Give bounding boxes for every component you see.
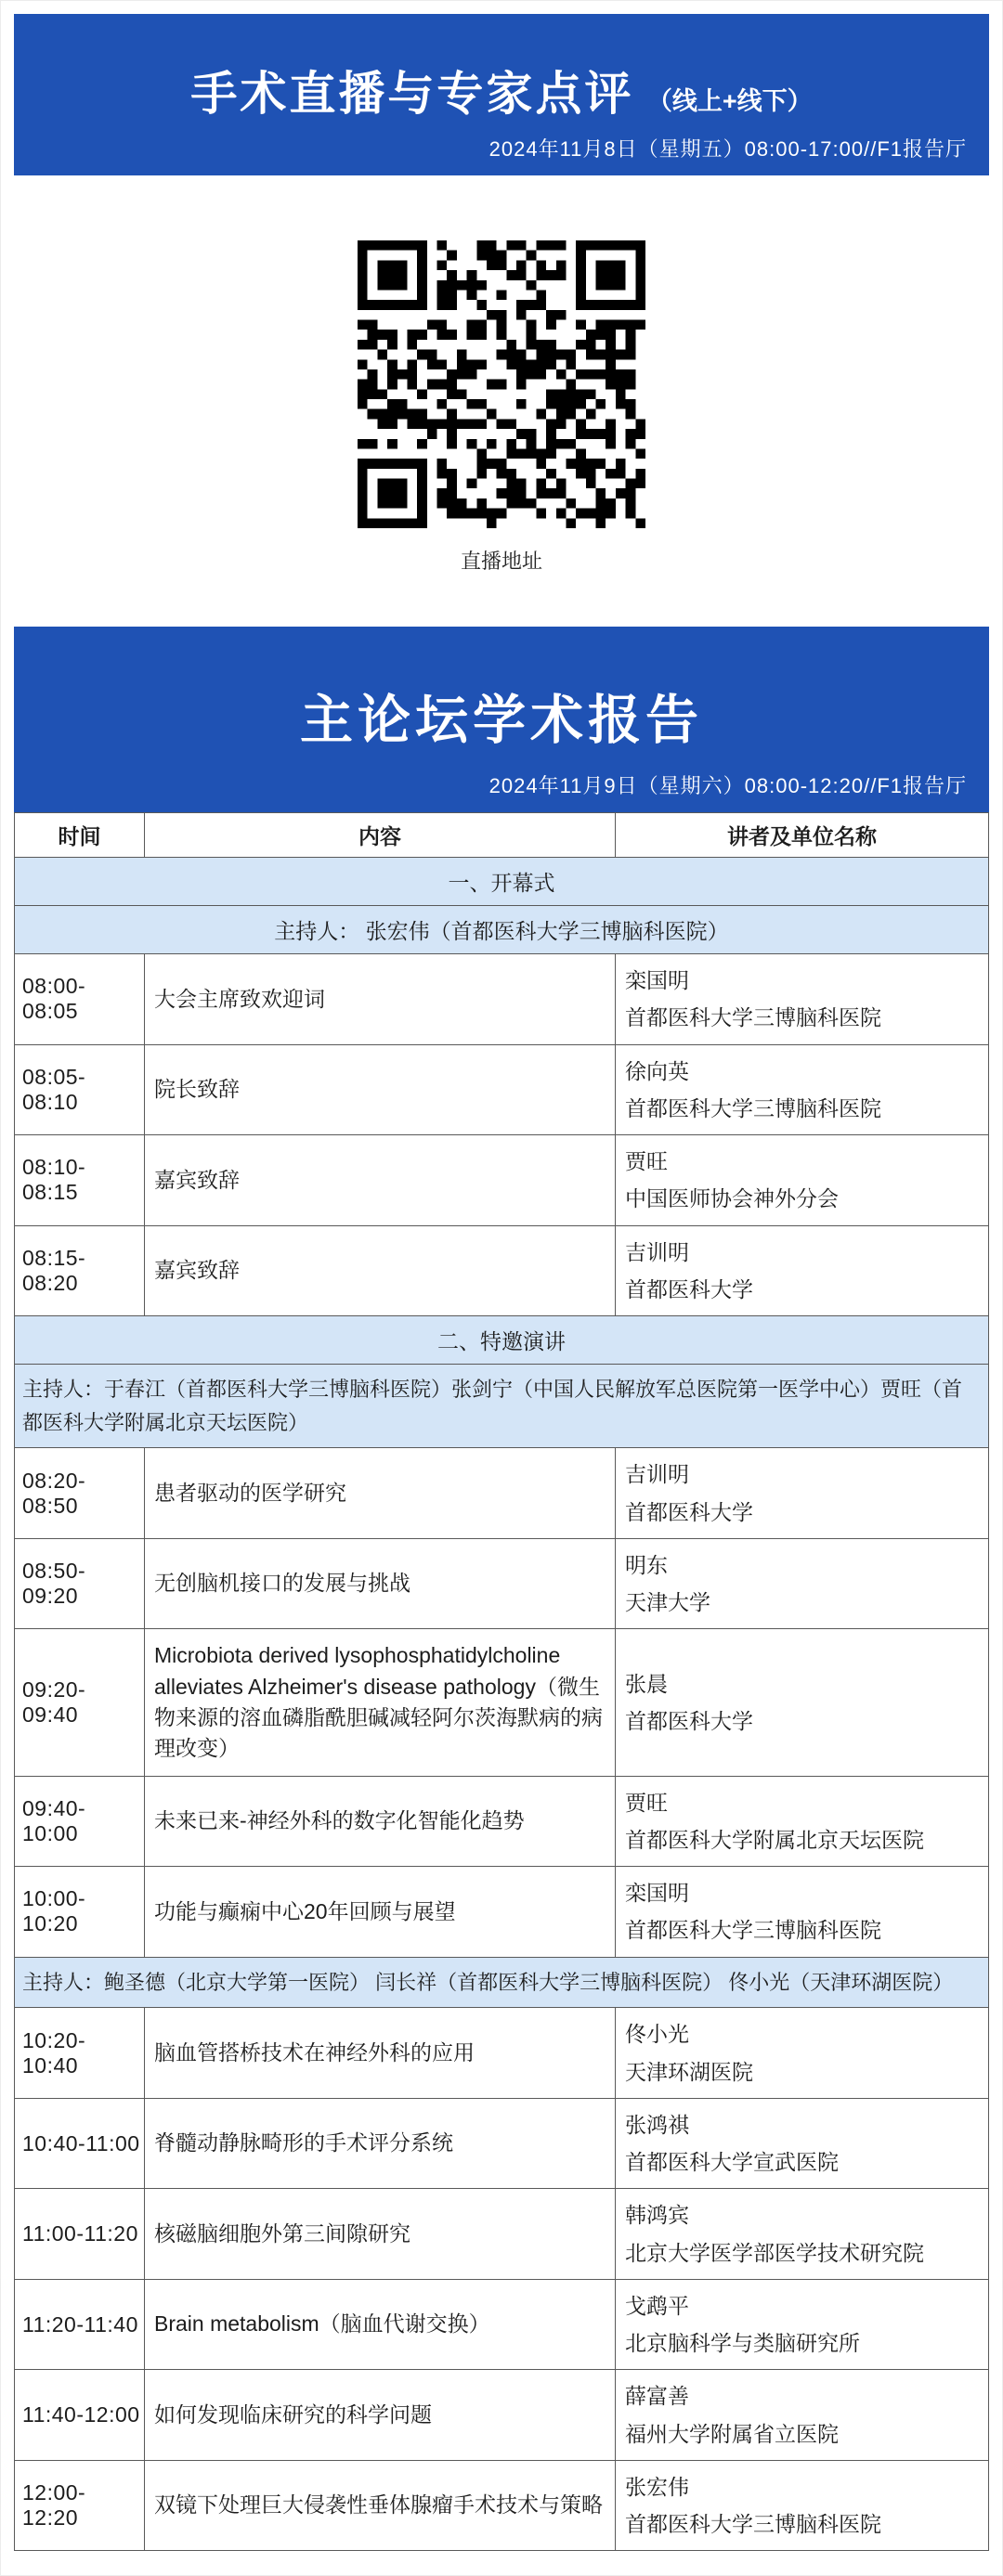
schedule-row <box>15 2098 989 2189</box>
qr-section <box>14 175 989 627</box>
session-time: 10:20-10:40 <box>15 2008 145 2099</box>
speaker-organization: 中国医师协会神外分会 <box>625 1186 839 1211</box>
session-time: 12:00-12:20 <box>15 2460 145 2551</box>
session-topic: 脊髓动静脉畸形的手术评分系统 <box>145 2098 616 2189</box>
session-topic: Brain metabolism（脑血代谢交换） <box>145 2279 616 2370</box>
session-speaker-cell <box>616 1225 989 1316</box>
session-topic: 脑血管搭桥技术在神经外科的应用 <box>145 2008 616 2099</box>
forum-title: 主论坛学术报告 <box>300 691 703 750</box>
banner-datetime: 2024年11月8日（星期五）08:00-17:00//F1报告厅 <box>488 137 967 161</box>
speaker-name: 薛富善 <box>625 2384 689 2409</box>
session-time: 11:20-11:40 <box>15 2279 145 2370</box>
session-topic: 嘉宾致辞 <box>145 1225 616 1316</box>
banner-title-group <box>14 14 989 123</box>
session-topic: 未来已来-神经外科的数字化智能化趋势 <box>145 1776 616 1867</box>
session-time: 09:20-09:40 <box>15 1629 145 1776</box>
session-time: 08:00-08:05 <box>15 954 145 1045</box>
session-time: 11:40-12:00 <box>15 2370 145 2461</box>
session-speaker-cell <box>616 2189 989 2280</box>
session-topic: 如何发现临床研究的科学问题 <box>145 2370 616 2461</box>
speaker-name: 佟小光 <box>625 2022 689 2047</box>
schedule-row <box>15 1629 989 1776</box>
moderator-line: 主持人：于春江（首都医科大学三博脑科医院）张剑宁（中国人民解放军总医院第一医学中心）贾旺（首都医科大学附属北京天坛医院） <box>15 1365 989 1448</box>
schedule-row <box>15 1776 989 1867</box>
speaker-name: 张宏伟 <box>625 2474 689 2499</box>
session-topic: 双镜下处理巨大侵袭性垂体腺瘤手术技术与策略 <box>145 2460 616 2551</box>
forum-datetime: 2024年11月9日（星期六）08:00-12:20//F1报告厅 <box>488 774 967 797</box>
speaker-name: 吉训明 <box>625 1239 689 1264</box>
schedule-row <box>15 2189 989 2280</box>
surgery-live-banner <box>14 14 989 175</box>
session-topic: 无创脑机接口的发展与挑战 <box>145 1538 616 1629</box>
session-topic: Microbiota derived lysophosphatidylcholine alleviates Alzheimer's disease pathology（微生物来源的溶血磷脂酰胆碱减轻阿尔茨海默病的病理改变） <box>145 1629 616 1776</box>
session-speaker-cell <box>616 2098 989 2189</box>
col-header-speaker: 讲者及单位名称 <box>616 813 989 858</box>
moderator-row <box>15 906 989 954</box>
schedule-table <box>14 812 989 2551</box>
schedule-row <box>15 1448 989 1539</box>
speaker-name: 栾国明 <box>625 968 689 992</box>
moderator-row <box>15 1957 989 2008</box>
schedule-row <box>15 1538 989 1629</box>
speaker-organization: 首都医科大学三博脑科医院 <box>625 1918 881 1943</box>
speaker-organization: 首都医科大学三博脑科医院 <box>625 1095 881 1120</box>
speaker-name: 韩鸿宾 <box>625 2203 689 2228</box>
session-speaker-cell <box>616 2279 989 2370</box>
speaker-organization: 天津环湖医院 <box>625 2059 753 2084</box>
session-topic: 院长致辞 <box>145 1044 616 1135</box>
col-header-time: 时间 <box>15 813 145 858</box>
session-speaker-cell <box>616 1044 989 1135</box>
speaker-organization: 首都医科大学三博脑科医院 <box>625 2512 881 2536</box>
speaker-organization: 首都医科大学宣武医院 <box>625 2150 839 2174</box>
section-title: 二、特邀演讲 <box>15 1316 989 1365</box>
schedule-row <box>15 1044 989 1135</box>
speaker-organization: 首都医科大学 <box>625 1276 753 1301</box>
session-speaker-cell <box>616 1776 989 1867</box>
schedule-row <box>15 2008 989 2099</box>
schedule-row <box>15 1135 989 1226</box>
speaker-name: 徐向英 <box>625 1058 689 1083</box>
speaker-name: 戈鹉平 <box>625 2293 689 2318</box>
session-speaker-cell <box>616 2460 989 2551</box>
schedule-row <box>15 1867 989 1958</box>
speaker-name: 贾旺 <box>625 1149 668 1173</box>
moderator-row <box>15 1365 989 1448</box>
session-topic: 大会主席致欢迎词 <box>145 954 616 1045</box>
speaker-organization: 首都医科大学 <box>625 1499 753 1524</box>
schedule-row <box>15 2460 989 2551</box>
col-header-content: 内容 <box>145 813 616 858</box>
main-forum-banner <box>14 627 989 812</box>
speaker-organization: 北京大学医学部医学技术研究院 <box>625 2240 924 2265</box>
session-topic: 核磁脑细胞外第三间隙研究 <box>145 2189 616 2280</box>
speaker-name: 贾旺 <box>625 1790 668 1815</box>
qr-caption: 直播地址 <box>460 550 542 573</box>
session-time: 09:40-10:00 <box>15 1776 145 1867</box>
speaker-name: 栾国明 <box>625 1881 689 1906</box>
banner-title: 手术直播与专家点评 <box>190 68 634 120</box>
session-topic: 嘉宾致辞 <box>145 1135 616 1226</box>
speaker-organization: 首都医科大学 <box>625 1708 753 1733</box>
session-speaker-cell <box>616 1538 989 1629</box>
speaker-name: 明东 <box>625 1552 668 1577</box>
speaker-organization: 天津大学 <box>625 1590 710 1614</box>
speaker-organization: 首都医科大学附属北京天坛医院 <box>625 1827 924 1852</box>
session-time: 10:00-10:20 <box>15 1867 145 1958</box>
session-time: 08:05-08:10 <box>15 1044 145 1135</box>
session-speaker-cell <box>616 2370 989 2461</box>
speaker-organization: 首都医科大学三博脑科医院 <box>625 1005 881 1030</box>
session-speaker-cell <box>616 1135 989 1226</box>
qr-code <box>358 240 645 528</box>
session-speaker-cell <box>616 2008 989 2099</box>
session-time: 08:50-09:20 <box>15 1538 145 1629</box>
section-row <box>15 858 989 906</box>
speaker-name: 吉训明 <box>625 1462 689 1487</box>
section-title: 一、开幕式 <box>15 858 989 906</box>
session-time: 11:00-11:20 <box>15 2189 145 2280</box>
session-topic: 患者驱动的医学研究 <box>145 1448 616 1539</box>
banner-subtitle: （线上+线下） <box>646 87 813 115</box>
session-speaker-cell <box>616 1629 989 1776</box>
speaker-organization: 北京脑科学与类脑研究所 <box>625 2331 860 2355</box>
schedule-row <box>15 2370 989 2461</box>
session-speaker-cell <box>616 1448 989 1539</box>
session-topic: 功能与癫痫中心20年回顾与展望 <box>145 1867 616 1958</box>
session-speaker-cell <box>616 954 989 1045</box>
schedule-row <box>15 2279 989 2370</box>
schedule-row <box>15 954 989 1045</box>
session-time: 08:20-08:50 <box>15 1448 145 1539</box>
section-row <box>15 1316 989 1365</box>
session-time: 08:15-08:20 <box>15 1225 145 1316</box>
speaker-name: 张鸿祺 <box>625 2112 689 2137</box>
speaker-name: 张晨 <box>625 1671 668 1696</box>
table-header-row <box>15 813 989 858</box>
moderator-line: 主持人： 张宏伟（首都医科大学三博脑科医院） <box>15 906 989 954</box>
schedule-row <box>15 1225 989 1316</box>
speaker-organization: 福州大学附属省立医院 <box>625 2421 839 2446</box>
session-speaker-cell <box>616 1867 989 1958</box>
session-time: 10:40-11:00 <box>15 2098 145 2189</box>
session-time: 08:10-08:15 <box>15 1135 145 1226</box>
moderator-line: 主持人：鲍圣德（北京大学第一医院） 闫长祥（首都医科大学三博脑科医院） 佟小光（天津环湖医院） <box>15 1957 989 2008</box>
